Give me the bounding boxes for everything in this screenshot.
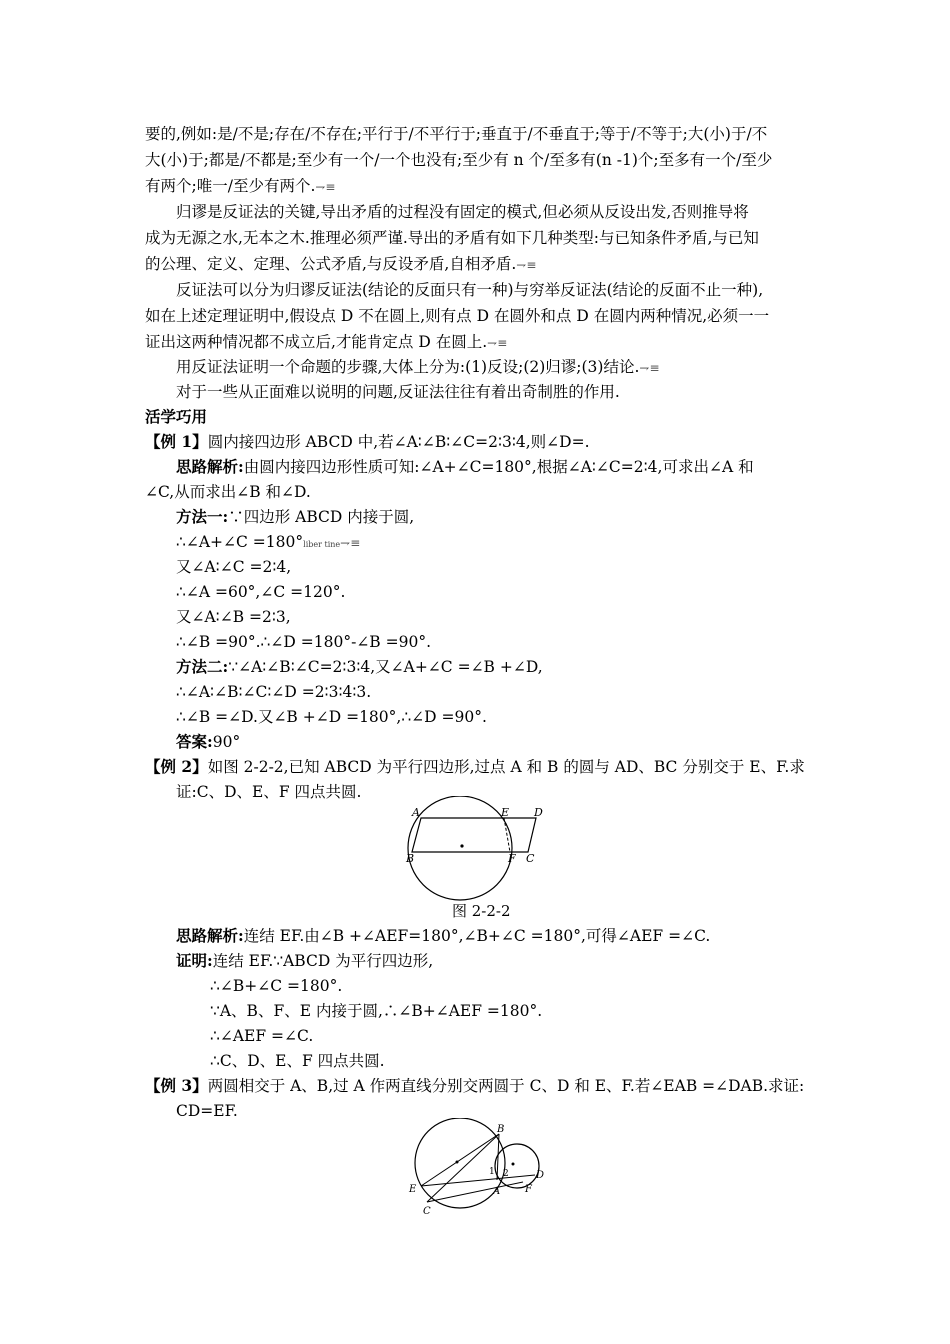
paragraph-line: 如在上述定理证明中,假设点 D 不在圆上,则有点 D 在圆外和点 D 在圆内两种情况,必须一一 (145, 307, 770, 325)
paragraph-mark: ⇁≡ (315, 180, 336, 194)
example-1-method-1: 方法一:∵四边形 ABCD 内接于圆, (176, 507, 415, 526)
example-1-step: 又∠A∶∠C =2∶4, (176, 558, 292, 576)
line-cf (427, 1182, 523, 1202)
label-c: C (526, 852, 535, 865)
label-b: B (497, 1124, 505, 1135)
label-a: A (412, 806, 420, 819)
example-2-proof-step: ∴C、D、E、F 四点共圆. (210, 1052, 385, 1070)
label-d: D (536, 1170, 545, 1181)
example-1-step: ∴∠A+∠C =180°liber tine⇁≡ (176, 533, 361, 551)
circle-right (495, 1144, 539, 1188)
label-angle-1: 1 (489, 1167, 495, 1177)
paragraph-mark: ⇁≡ (487, 336, 508, 350)
circle-abfe (408, 796, 512, 900)
example-2-statement: 【例 2】如图 2-2-2,已知 ABCD 为平行四边形,过点 A 和 B 的圆与 AD、BC 分别交于 E、F.求 (145, 757, 805, 776)
example-2-statement-cont: 证:C、D、E、F 四点共圆. (176, 783, 362, 801)
line-ed (421, 1175, 535, 1186)
paragraph-line: 反证法可以分为归谬反证法(结论的反面只有一种)与穷举反证法(结论的反面不止一种), (176, 281, 764, 299)
section-title: 活学巧用 (145, 407, 208, 426)
paragraph-line: 证出这两种情况都不成立后,才能肯定点 D 在圆上.⇁≡ (145, 333, 508, 351)
example-2-proof: 证明:连结 EF.∵ABCD 为平行四边形, (176, 951, 434, 970)
segment-ef (504, 818, 510, 852)
example-1-step: ∴∠B =90°.∴∠D =180°-∠B =90°. (176, 633, 432, 651)
example-1-statement: 【例 1】圆内接四边形 ABCD 中,若∠A∶∠B∶∠C=2∶3∶4,则∠D=. (145, 432, 590, 451)
example-2-proof-step: ∴∠B+∠C =180°. (210, 977, 343, 995)
circle-center (460, 844, 463, 847)
label-c: C (423, 1206, 431, 1217)
paragraph-line: 的公理、定义、定理、公式矛盾,与反设矛盾,自相矛盾.⇁≡ (145, 255, 537, 273)
example-1-step: ∴∠B =∠D.又∠B +∠D =180°,∴∠D =90°. (176, 708, 487, 726)
paragraph-line: 用反证法证明一个命题的步骤,大体上分为:(1)反设;(2)归谬;(3)结论.⇁≡ (176, 358, 660, 376)
example-1-step: ∴∠A∶∠B∶∠C∶∠D =2∶3∶4∶3. (176, 683, 372, 701)
example-1-answer: 答案:90° (176, 732, 241, 751)
example-2-proof-step: ∵A、B、F、E 内接于圆,∴∠B+∠AEF =180°. (210, 1002, 543, 1020)
paragraph-line: 要的,例如:是/不是;存在/不存在;平行于/不平行于;垂直于/不垂直于;等于/不等于;大(小)于/不 (145, 125, 768, 143)
figure-caption: 图 2-2-2 (452, 902, 511, 920)
paragraph-line: 对于一些从正面难以说明的问题,反证法往往有着出奇制胜的作用. (176, 383, 620, 401)
example-2-proof-step: ∴∠AEF =∠C. (210, 1027, 314, 1045)
label-f: F (525, 1184, 532, 1195)
figure-2-2-2 (400, 796, 560, 906)
label-e: E (409, 1184, 417, 1195)
example-1-method-2: 方法二:∵∠A∶∠B∶∠C=2∶3∶4,又∠A+∠C =∠B +∠D, (176, 657, 543, 676)
circle-left (415, 1118, 505, 1208)
example-1-analysis-cont: ∠C,从而求出∠B 和∠D. (145, 483, 311, 501)
example-3-statement-cont: CD=EF. (176, 1102, 238, 1120)
example-3-statement: 【例 3】两圆相交于 A、B,过 A 作两直线分别交两圆于 C、D 和 E、F.若∠EAB =∠DAB.求证: (145, 1076, 805, 1095)
label-angle-2: 2 (503, 1169, 509, 1179)
label-b: B (406, 852, 415, 865)
paragraph-line: 归谬是反证法的关键,导出矛盾的过程没有固定的模式,但必须从反设出发,否则推导将 (176, 203, 749, 221)
paragraph-line: 成为无源之水,无本之木.推理必须严谨.导出的矛盾有如下几种类型:与已知条件矛盾,与已知 (145, 229, 759, 247)
segment-eb (421, 1134, 499, 1186)
paragraph-line: 有两个;唯一/至少有两个.⇁≡ (145, 177, 336, 195)
label-d: D (534, 806, 543, 819)
figure-two-circles (405, 1118, 555, 1218)
label-a: A (493, 1186, 501, 1197)
label-e: E (501, 806, 510, 819)
example-1-step: 又∠A∶∠B =2∶3, (176, 608, 291, 626)
paragraph-mark: ⇁≡ (516, 258, 537, 272)
paragraph-mark: ⇁≡ (639, 361, 660, 375)
annotation-mark: liber tine (303, 540, 341, 549)
label-f: F (508, 852, 516, 865)
example-2-analysis: 思路解析:连结 EF.由∠B +∠AEF=180°,∠B+∠C =180°,可得∠AEF =∠C. (176, 926, 711, 945)
parallelogram-abcd (412, 818, 536, 852)
center-right (512, 1163, 515, 1166)
paragraph-line: 大(小)于;都是/不都是;至少有一个/一个也没有;至少有 n 个/至多有(n -1)个;至多有一个/至少 (145, 151, 773, 169)
center-left (456, 1161, 459, 1164)
example-1-step: ∴∠A =60°,∠C =120°. (176, 583, 346, 601)
example-1-analysis: 思路解析:由圆内接四边形性质可知:∠A+∠C=180°,根据∠A∶∠C=2∶4,可求出∠A 和 (176, 457, 754, 476)
